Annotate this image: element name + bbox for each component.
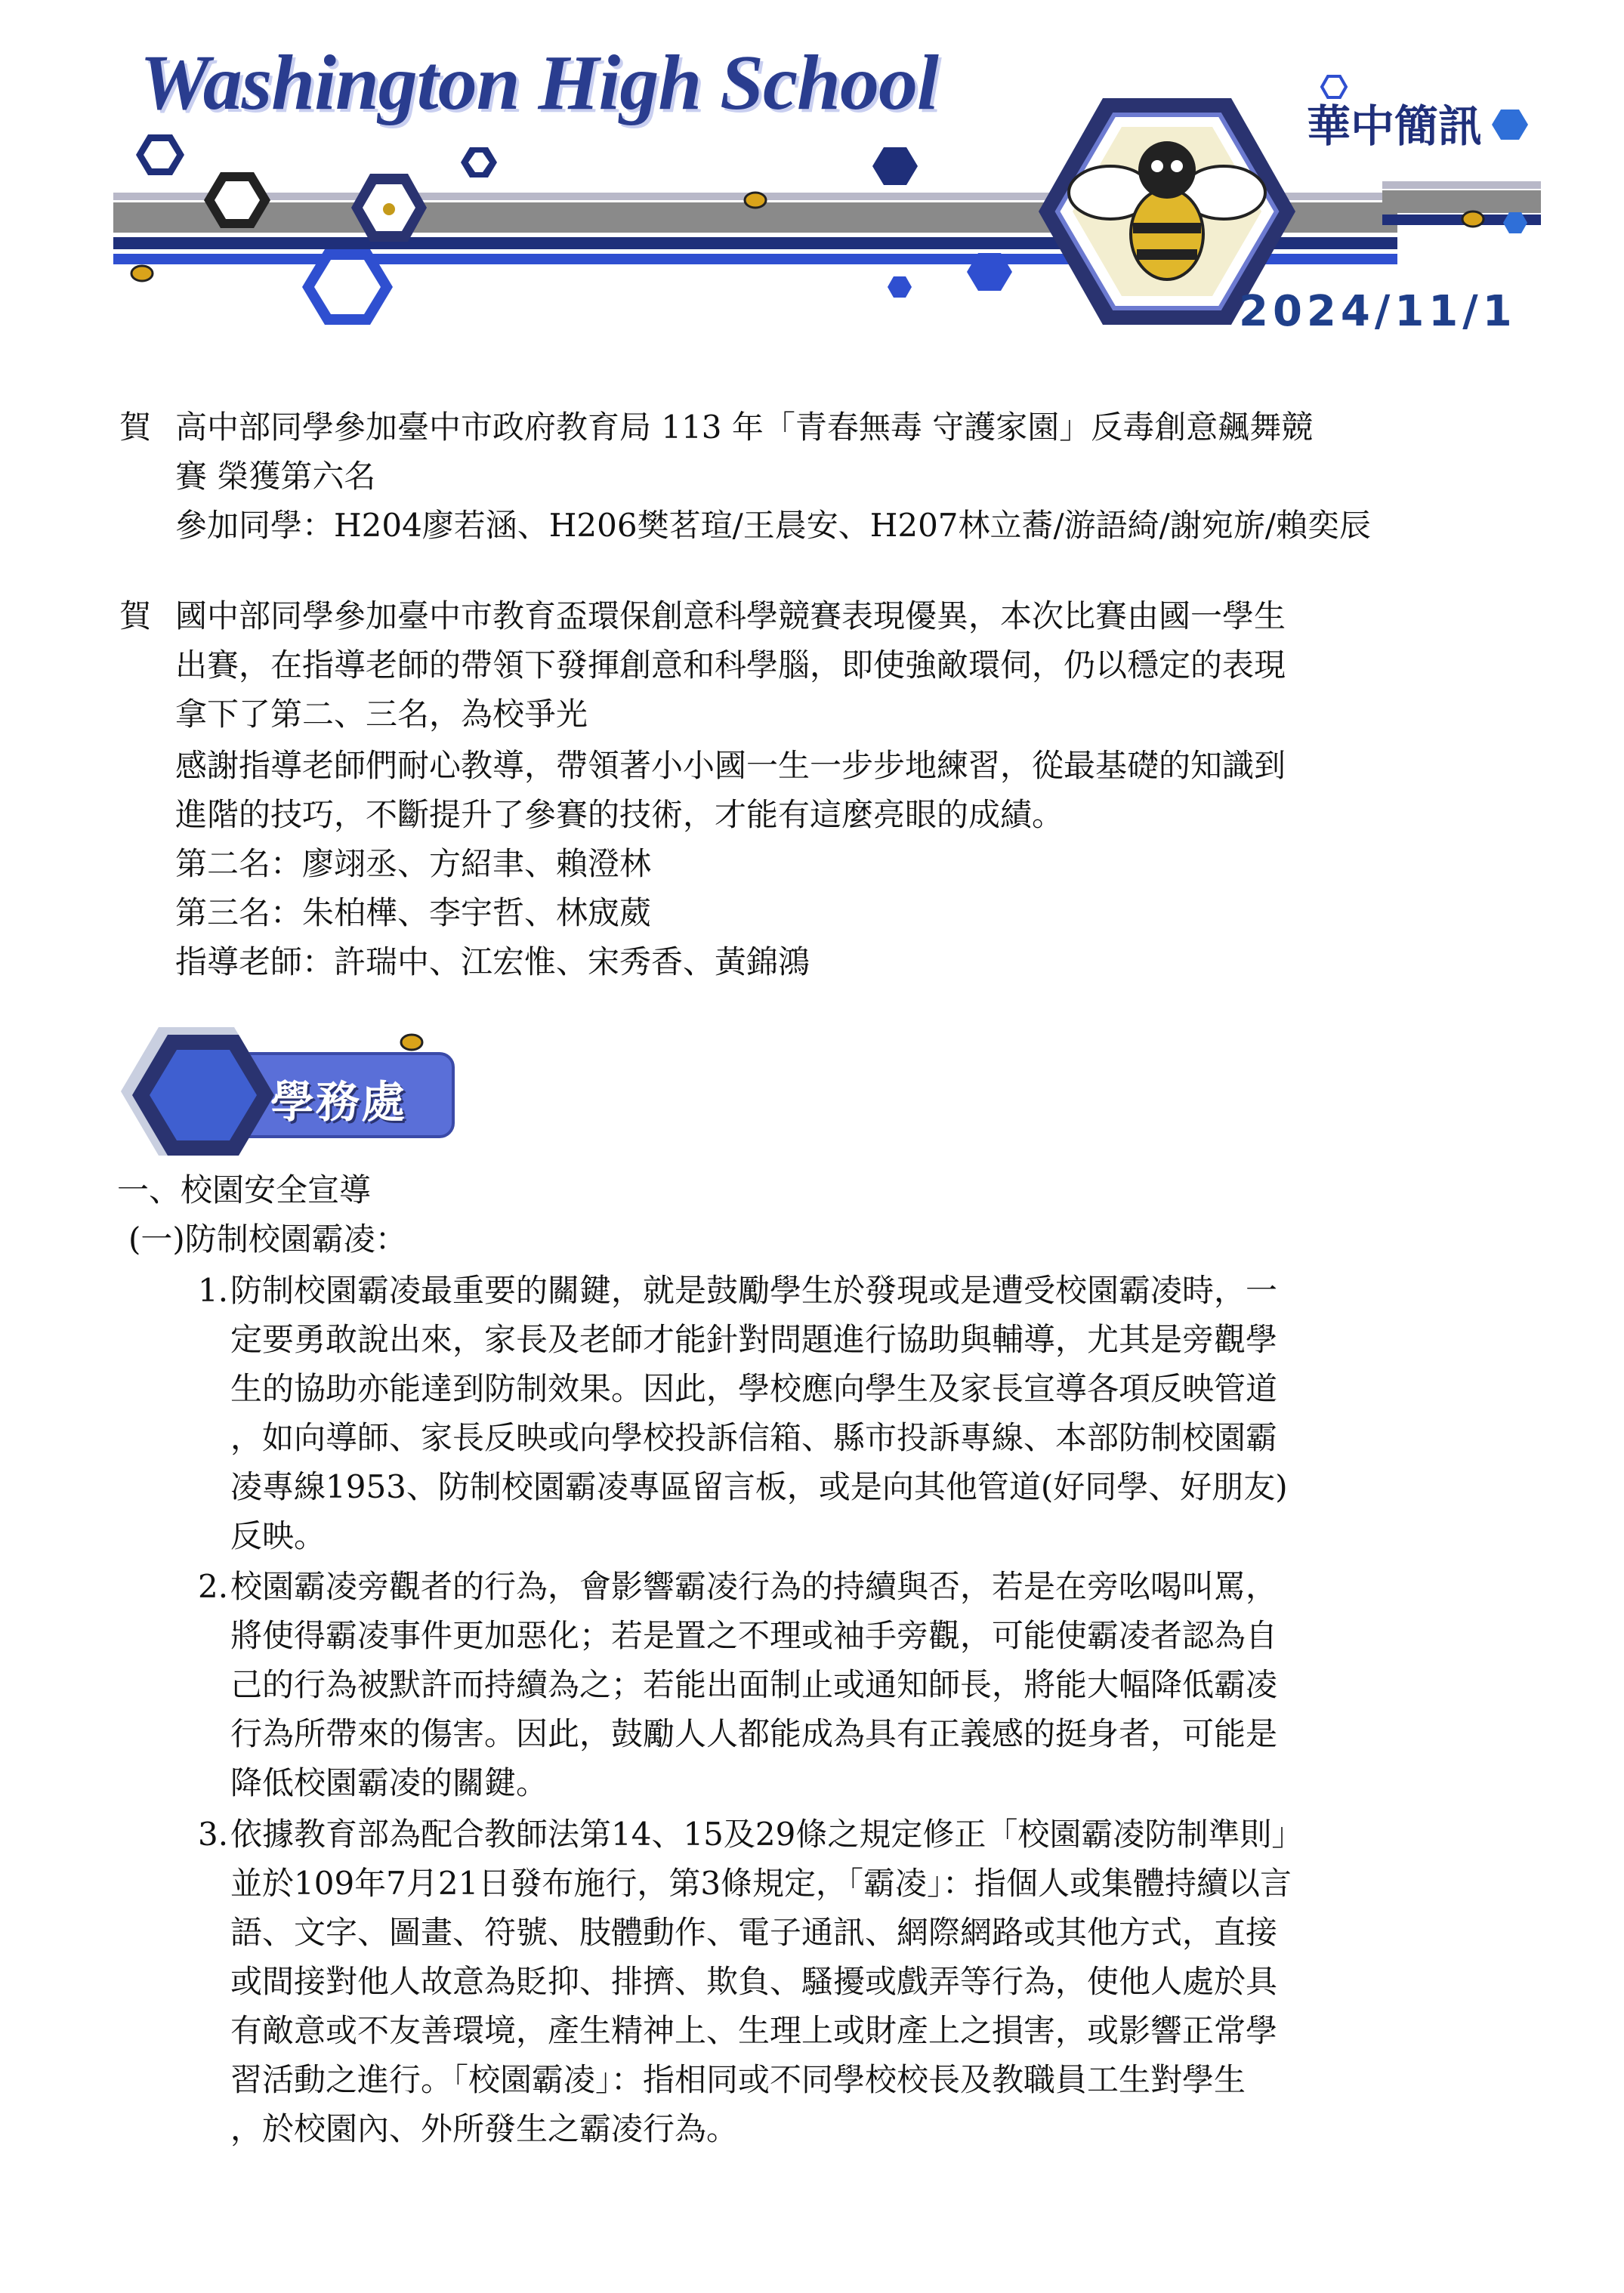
item-line: 降低校園霸凌的關鍵。 <box>230 1764 548 1801</box>
item-line: 生的協助亦能達到防制效果。因此，學校應向學生及家長宣導各項反映管道 <box>230 1370 1278 1407</box>
item-line: 並於109年7月21日發布施行，第3條規定，「霸凌」：指個人或集體持續以言 <box>230 1865 1292 1902</box>
item-line: 或間接對他人故意為貶抑、排擠、欺負、騷擾或戲弄等行為，使他人處於具 <box>230 1963 1278 2000</box>
item-line: 防制校園霸凌最重要的關鍵，就是鼓勵學生於發現或是遭受校園霸凌時，一 <box>230 1272 1278 1309</box>
news-line: 拿下了第二、三名，為校爭光 <box>175 696 588 733</box>
section-subheading: (一)防制校園霸凌： <box>128 1221 407 1258</box>
school-name: Washington High School <box>140 39 938 126</box>
student-affairs-badge <box>113 1012 461 1163</box>
item-line: 語、文字、圖畫、符號、肢體動作、電子通訊、網際網路或其他方式，直接 <box>230 1914 1278 1951</box>
news-line: 國中部同學參加臺中市教育盃環保創意科學競賽表現優異，本次比賽由國一學生 <box>175 597 1286 634</box>
item-line: ，如向導師、家長反映或向學校投訴信箱、縣市投訴專線、本部防制校園霸 <box>230 1419 1278 1456</box>
issue-date: 2024/11/1 <box>1239 287 1517 336</box>
item-line: ，於校園內、外所發生之霸凌行為。 <box>230 2110 739 2147</box>
item-line: 有敵意或不友善環境，產生精神上、生理上或財產上之損害，或影響正常學 <box>230 2012 1278 2049</box>
news-line: 第二名：廖翊丞、方紹聿、賴澄林 <box>175 845 652 882</box>
news-line: 賽 榮獲第六名 <box>175 458 376 495</box>
item-line: 校園霸凌旁觀者的行為，會影響霸凌行為的持續與否，若是在旁吆喝叫罵， <box>230 1568 1278 1605</box>
item-line: 己的行為被默許而持續為之；若能出面制止或通知師長，將能大幅降低霸凌 <box>230 1666 1278 1703</box>
congrats-marker: 賀 <box>119 409 152 446</box>
item-number: 1. <box>198 1272 229 1309</box>
item-line: 行為所帶來的傷害。因此，鼓勵人人都能成為具有正義感的挺身者，可能是 <box>230 1715 1278 1752</box>
newsletter-name: 華中簡訊 <box>1307 100 1483 152</box>
item-line: 凌專線1953、防制校園霸凌專區留言板，或是向其他管道(好同學、好朋友) <box>230 1468 1288 1505</box>
item-number: 2. <box>198 1568 229 1605</box>
news-line: 感謝指導老師們耐心教導，帶領著小小國一生一步步地練習，從最基礎的知識到 <box>175 747 1286 784</box>
news-line: 高中部同學參加臺中市政府教育局 113 年「青春無毒 守護家園」反毒創意飆舞競 <box>175 409 1314 446</box>
section-heading: 一、校園安全宣導 <box>117 1171 372 1208</box>
badge-label: 學務處 <box>270 1076 407 1128</box>
item-line: 定要勇敢說出來，家長及老師才能針對問題進行協助與輔導，尤其是旁觀學 <box>230 1321 1278 1358</box>
news-line: 參加同學：H204廖若涵、H206樊茗瑄/王晨安、H207林立蕎/游語綺/謝宛旂/賴奕辰 <box>175 507 1371 544</box>
item-line: 將使得霸凌事件更加惡化；若是置之不理或袖手旁觀，可能使霸凌者認為自 <box>230 1617 1278 1654</box>
news-line: 進階的技巧，不斷提升了參賽的技術，才能有這麼亮眼的成績。 <box>175 796 1064 833</box>
news-line: 第三名：朱柏樺、李宇哲、林宬葳 <box>175 894 652 931</box>
item-number: 3. <box>198 1816 229 1853</box>
congrats-marker: 賀 <box>119 597 152 634</box>
item-line: 習活動之進行。「校園霸凌」：指相同或不同學校校長及教職員工生對學生 <box>230 2061 1246 2098</box>
news-line: 出賽，在指導老師的帶領下發揮創意和科學腦，即使強敵環伺，仍以穩定的表現 <box>175 647 1286 684</box>
header-banner <box>106 30 1541 347</box>
item-line: 反映。 <box>230 1517 326 1554</box>
item-line: 依據教育部為配合教師法第14、15及29條之規定修正「校園霸凌防制準則」 <box>230 1816 1304 1853</box>
news-line: 指導老師：許瑞中、江宏惟、宋秀香、黃錦鴻 <box>175 943 810 980</box>
